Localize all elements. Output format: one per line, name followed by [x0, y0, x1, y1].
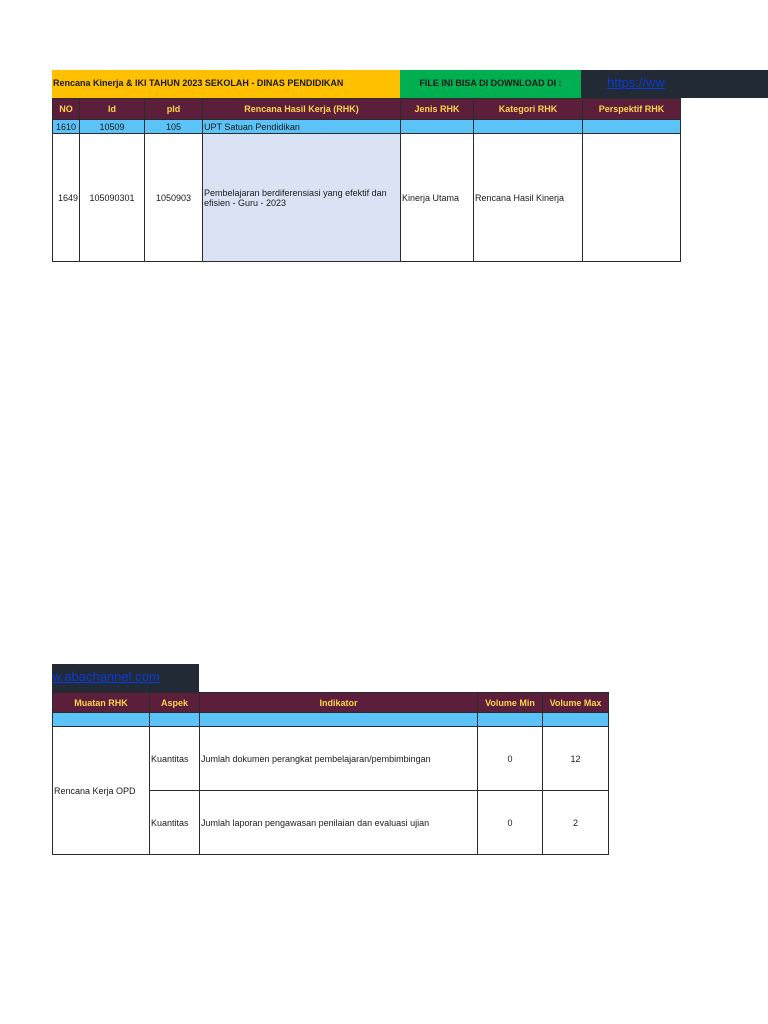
unit-kategori: [474, 120, 583, 134]
row-no: 1649: [53, 134, 80, 262]
row-rhk: Pembelajaran berdiferensiasi yang efektif dan efisien - Guru - 2023: [203, 134, 401, 262]
blank-cell: [150, 713, 200, 727]
muatan-rhk-cell: Rencana Kerja OPD: [53, 727, 150, 855]
volume-max-cell: 2: [543, 791, 609, 855]
row-id: 105090301: [80, 134, 145, 262]
header-kategori-rhk: Kategori RHK: [474, 99, 583, 120]
download-link-part1: [581, 70, 768, 98]
volume-max-cell: 12: [543, 727, 609, 791]
unit-row: [53, 120, 681, 134]
indikator-table: [52, 692, 609, 855]
table-row: [53, 134, 681, 262]
row-kategori-rhk: Rencana Hasil Kinerja: [474, 134, 583, 262]
blank-cell: [53, 713, 150, 727]
unit-no: 1610: [53, 120, 80, 134]
header-pid: pId: [145, 99, 203, 120]
header-perspektif-rhk: Perspektif RHK: [583, 99, 681, 120]
indikator-cell: Jumlah dokumen perangkat pembelajaran/pembimbingan: [200, 727, 478, 791]
unit-id: 10509: [80, 120, 145, 134]
header-rhk: Rencana Hasil Kerja (RHK): [203, 99, 401, 120]
volume-min-cell: 0: [478, 791, 543, 855]
table-row: [53, 727, 609, 791]
volume-min-cell: 0: [478, 727, 543, 791]
download-label: FILE INI BISA DI DOWNLOAD DI :: [400, 70, 581, 98]
row-perspektif-rhk: [583, 134, 681, 262]
blank-cell: [478, 713, 543, 727]
header-volume-min: Volume Min: [478, 693, 543, 713]
aspek-cell: Kuantitas: [150, 791, 200, 855]
header-volume-max: Volume Max: [543, 693, 609, 713]
unit-name: UPT Satuan Pendidikan: [203, 120, 401, 134]
unit-pid: 105: [145, 120, 203, 134]
header-indikator: Indikator: [200, 693, 478, 713]
unit-jenis: [401, 120, 474, 134]
download-link-part2: [52, 664, 199, 692]
download-link[interactable]: https://ww: [607, 75, 665, 90]
indikator-cell: Jumlah laporan pengawasan penilaian dan evaluasi ujian: [200, 791, 478, 855]
aspek-cell: Kuantitas: [150, 727, 200, 791]
header-jenis-rhk: Jenis RHK: [401, 99, 474, 120]
header-no: NO: [53, 99, 80, 120]
row-jenis-rhk: Kinerja Utama: [401, 134, 474, 262]
header-muatan-rhk: Muatan RHK: [53, 693, 150, 713]
header-id: Id: [80, 99, 145, 120]
header-aspek: Aspek: [150, 693, 200, 713]
blank-cell: [200, 713, 478, 727]
rhk-table: [52, 98, 681, 262]
blank-row: [53, 713, 609, 727]
unit-perspektif: [583, 120, 681, 134]
row-pid: 1050903: [145, 134, 203, 262]
blank-cell: [543, 713, 609, 727]
download-link-continued[interactable]: w.abachannel.com: [52, 669, 160, 684]
sheet-title: Rencana Kinerja & IKI TAHUN 2023 SEKOLAH - DINAS PENDIDIKAN: [52, 70, 400, 98]
